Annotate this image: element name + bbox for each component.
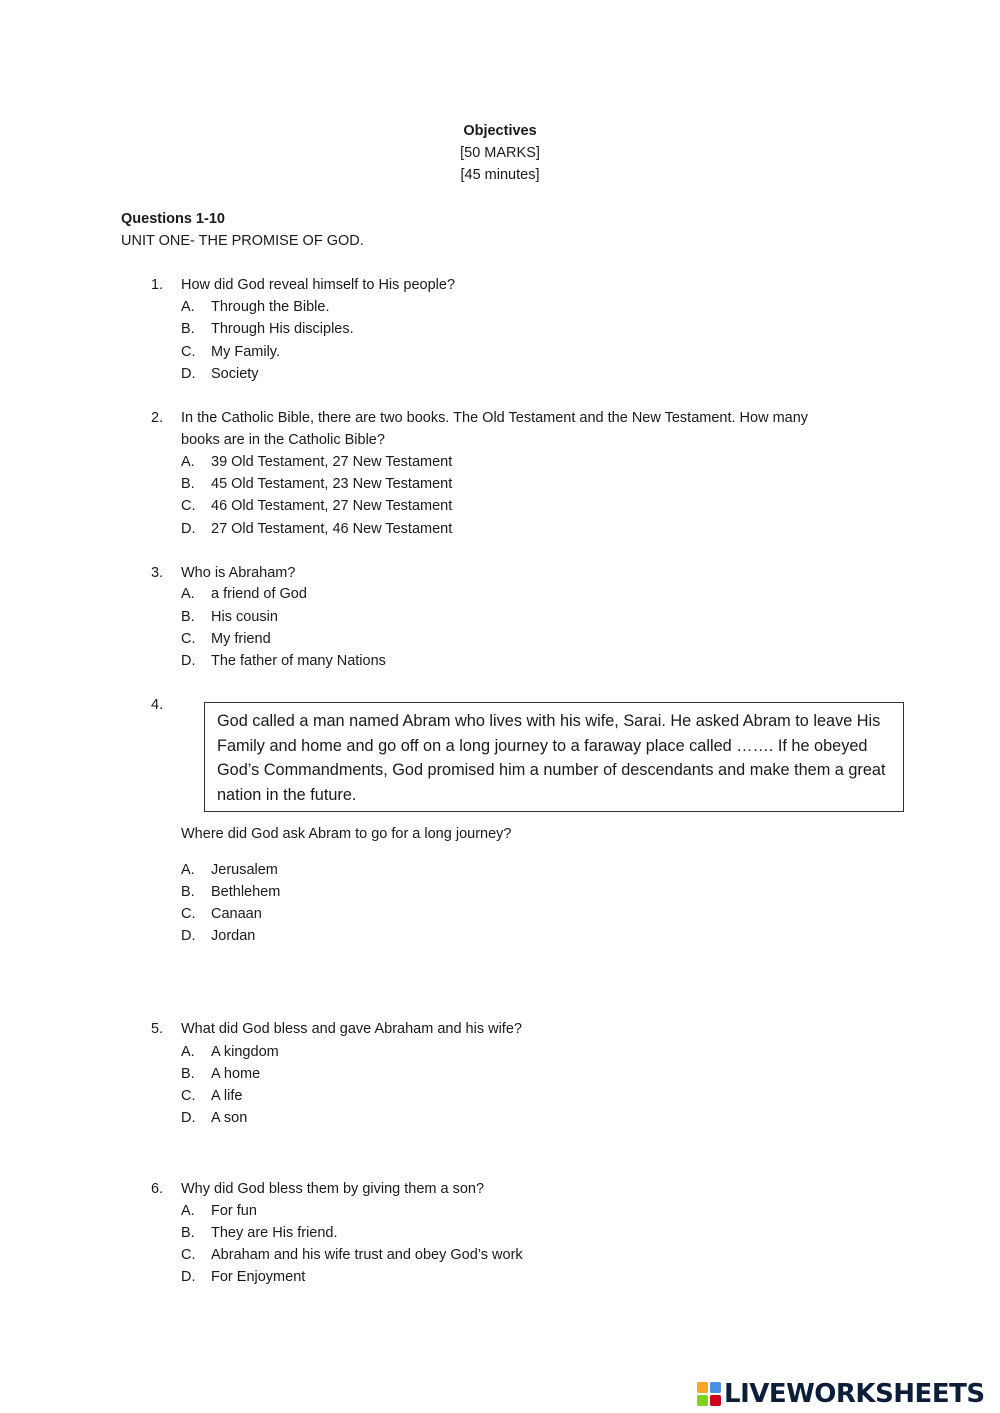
logo-block [710,1382,721,1393]
question-number: 6. [151,1181,164,1197]
question-number: 5. [151,1021,164,1037]
option-letter: D. [181,928,196,944]
question-text-line-2: books are in the Catholic Bible? [181,432,385,448]
option-letter: C. [181,498,196,514]
option-text[interactable]: Canaan [211,906,262,922]
liveworksheets-blocks-icon [697,1382,721,1406]
unit-title: UNIT ONE- THE PROMISE OF GOD. [121,233,364,249]
option-text[interactable]: Abraham and his wife trust and obey God’s work [211,1247,523,1263]
option-text[interactable]: Bethlehem [211,884,281,900]
option-text[interactable]: His cousin [211,609,278,625]
question-number: 2. [151,410,164,426]
option-text[interactable]: My friend [211,631,271,647]
option-text[interactable]: A son [211,1110,248,1126]
question-number: 3. [151,565,164,581]
logo-block [697,1382,708,1393]
option-text[interactable]: 27 Old Testament, 46 New Testament [211,521,453,537]
logo-block [710,1395,721,1406]
option-letter: C. [181,1247,196,1263]
option-text[interactable]: a friend of God [211,586,307,602]
option-letter: A. [181,862,195,878]
option-text[interactable]: 39 Old Testament, 27 New Testament [211,454,453,470]
option-text[interactable]: A kingdom [211,1044,279,1060]
option-letter: B. [181,1225,195,1241]
option-letter: A. [181,586,195,602]
option-text[interactable]: For fun [211,1203,257,1219]
question-text: What did God bless and gave Abraham and his wife? [181,1021,522,1037]
question-text: Who is Abraham? [181,565,296,581]
option-text[interactable]: They are His friend. [211,1225,338,1241]
option-letter: B. [181,884,195,900]
option-text[interactable]: 46 Old Testament, 27 New Testament [211,498,453,514]
option-text[interactable]: For Enjoyment [211,1269,306,1285]
option-letter: C. [181,906,196,922]
option-letter: D. [181,521,196,537]
option-letter: A. [181,1203,195,1219]
option-text[interactable]: My Family. [211,344,281,360]
option-text[interactable]: A life [211,1088,243,1104]
brand-name: LIVEWORKSHEETS [724,1379,985,1409]
option-letter: B. [181,1066,195,1082]
option-letter: D. [181,366,196,382]
option-text[interactable]: A home [211,1066,261,1082]
question-text-line-1: In the Catholic Bible, there are two books. The Old Testament and the New Testament. How many [181,410,809,426]
total-marks: [50 MARKS] [460,145,540,161]
option-letter: B. [181,609,195,625]
option-letter: C. [181,631,196,647]
question-text: How did God reveal himself to His people? [181,277,456,293]
option-text[interactable]: 45 Old Testament, 23 New Testament [211,476,453,492]
option-letter: D. [181,1269,196,1285]
option-letter: B. [181,476,195,492]
option-letter: D. [181,653,196,669]
option-letter: C. [181,1088,196,1104]
option-letter: A. [181,299,195,315]
section-heading: Questions 1-10 [121,211,225,227]
option-text[interactable]: Through the Bible. [211,299,330,315]
question-text: Why did God bless them by giving them a son? [181,1181,485,1197]
option-text[interactable]: Jordan [211,928,256,944]
page-title: Objectives [463,123,537,139]
option-text[interactable]: Society [211,366,259,382]
logo-block [697,1395,708,1406]
option-letter: B. [181,321,195,337]
question-number: 4. [151,697,164,713]
option-letter: D. [181,1110,196,1126]
reading-passage-box: God called a man named Abram who lives with his wife, Sarai. He asked Abram to leave His Family and home and go off on a long journey to a faraway place called ……. If he obeyed God’s Commandments, God promised him a number of descendants and make them a great nation in the future. [204,702,904,812]
option-letter: C. [181,344,196,360]
question-text: Where did God ask Abram to go for a long journey? [181,826,512,842]
time-allowed: [45 minutes] [460,167,540,183]
option-text[interactable]: Through His disciples. [211,321,354,337]
option-text[interactable]: Jerusalem [211,862,278,878]
option-letter: A. [181,454,195,470]
question-number: 1. [151,277,164,293]
option-letter: A. [181,1044,195,1060]
option-text[interactable]: The father of many Nations [211,653,386,669]
